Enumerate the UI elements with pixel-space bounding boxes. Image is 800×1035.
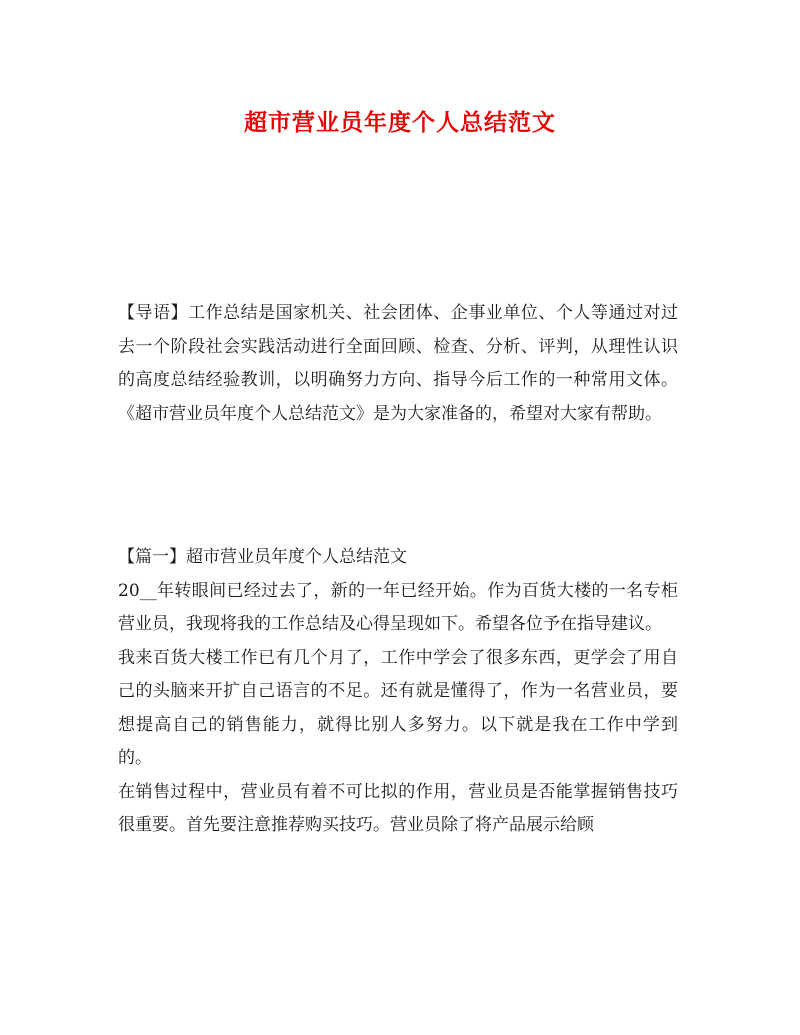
section-heading: 【篇一】超市营业员年度个人总结范文 [118,547,407,567]
intro-paragraph: 【导语】工作总结是国家机关、社会团体、企事业单位、个人等通过对过去一个阶段社会实践活动进行全面回顾、检查、分析、评判，从理性认识的高度总结经验教训，以明确努力方向、指导今后工作的一种常用文体。《超市营业员年度个人总结范文》是为大家准备的，希望对大家有帮助。 [118,303,678,424]
body-paragraph: 20__年转眼间已经过去了，新的一年已经开始。作为百货大楼的一名专柜营业员，我现将我的工作总结及心得呈现如下。希望各位予在指导建议。 [118,580,678,634]
document-title: 超市营业员年度个人总结范文 [244,109,556,136]
section-one [118,541,678,843]
body-paragraph: 我来百货大楼工作已有几个月了，工作中学会了很多东西，更学会了用自己的头脑来开扩自己语言的不足。还有就是懂得了，作为一名营业员，要想提高自己的销售能力，就得比别人多努力。以下就是我在工作中学到的。 [118,647,678,768]
body-paragraph: 在销售过程中，营业员有着不可比拟的作用，营业员是否能掌握销售技巧很重要。首先要注意推荐购买技巧。营业员除了将产品展示给顾 [118,781,678,835]
